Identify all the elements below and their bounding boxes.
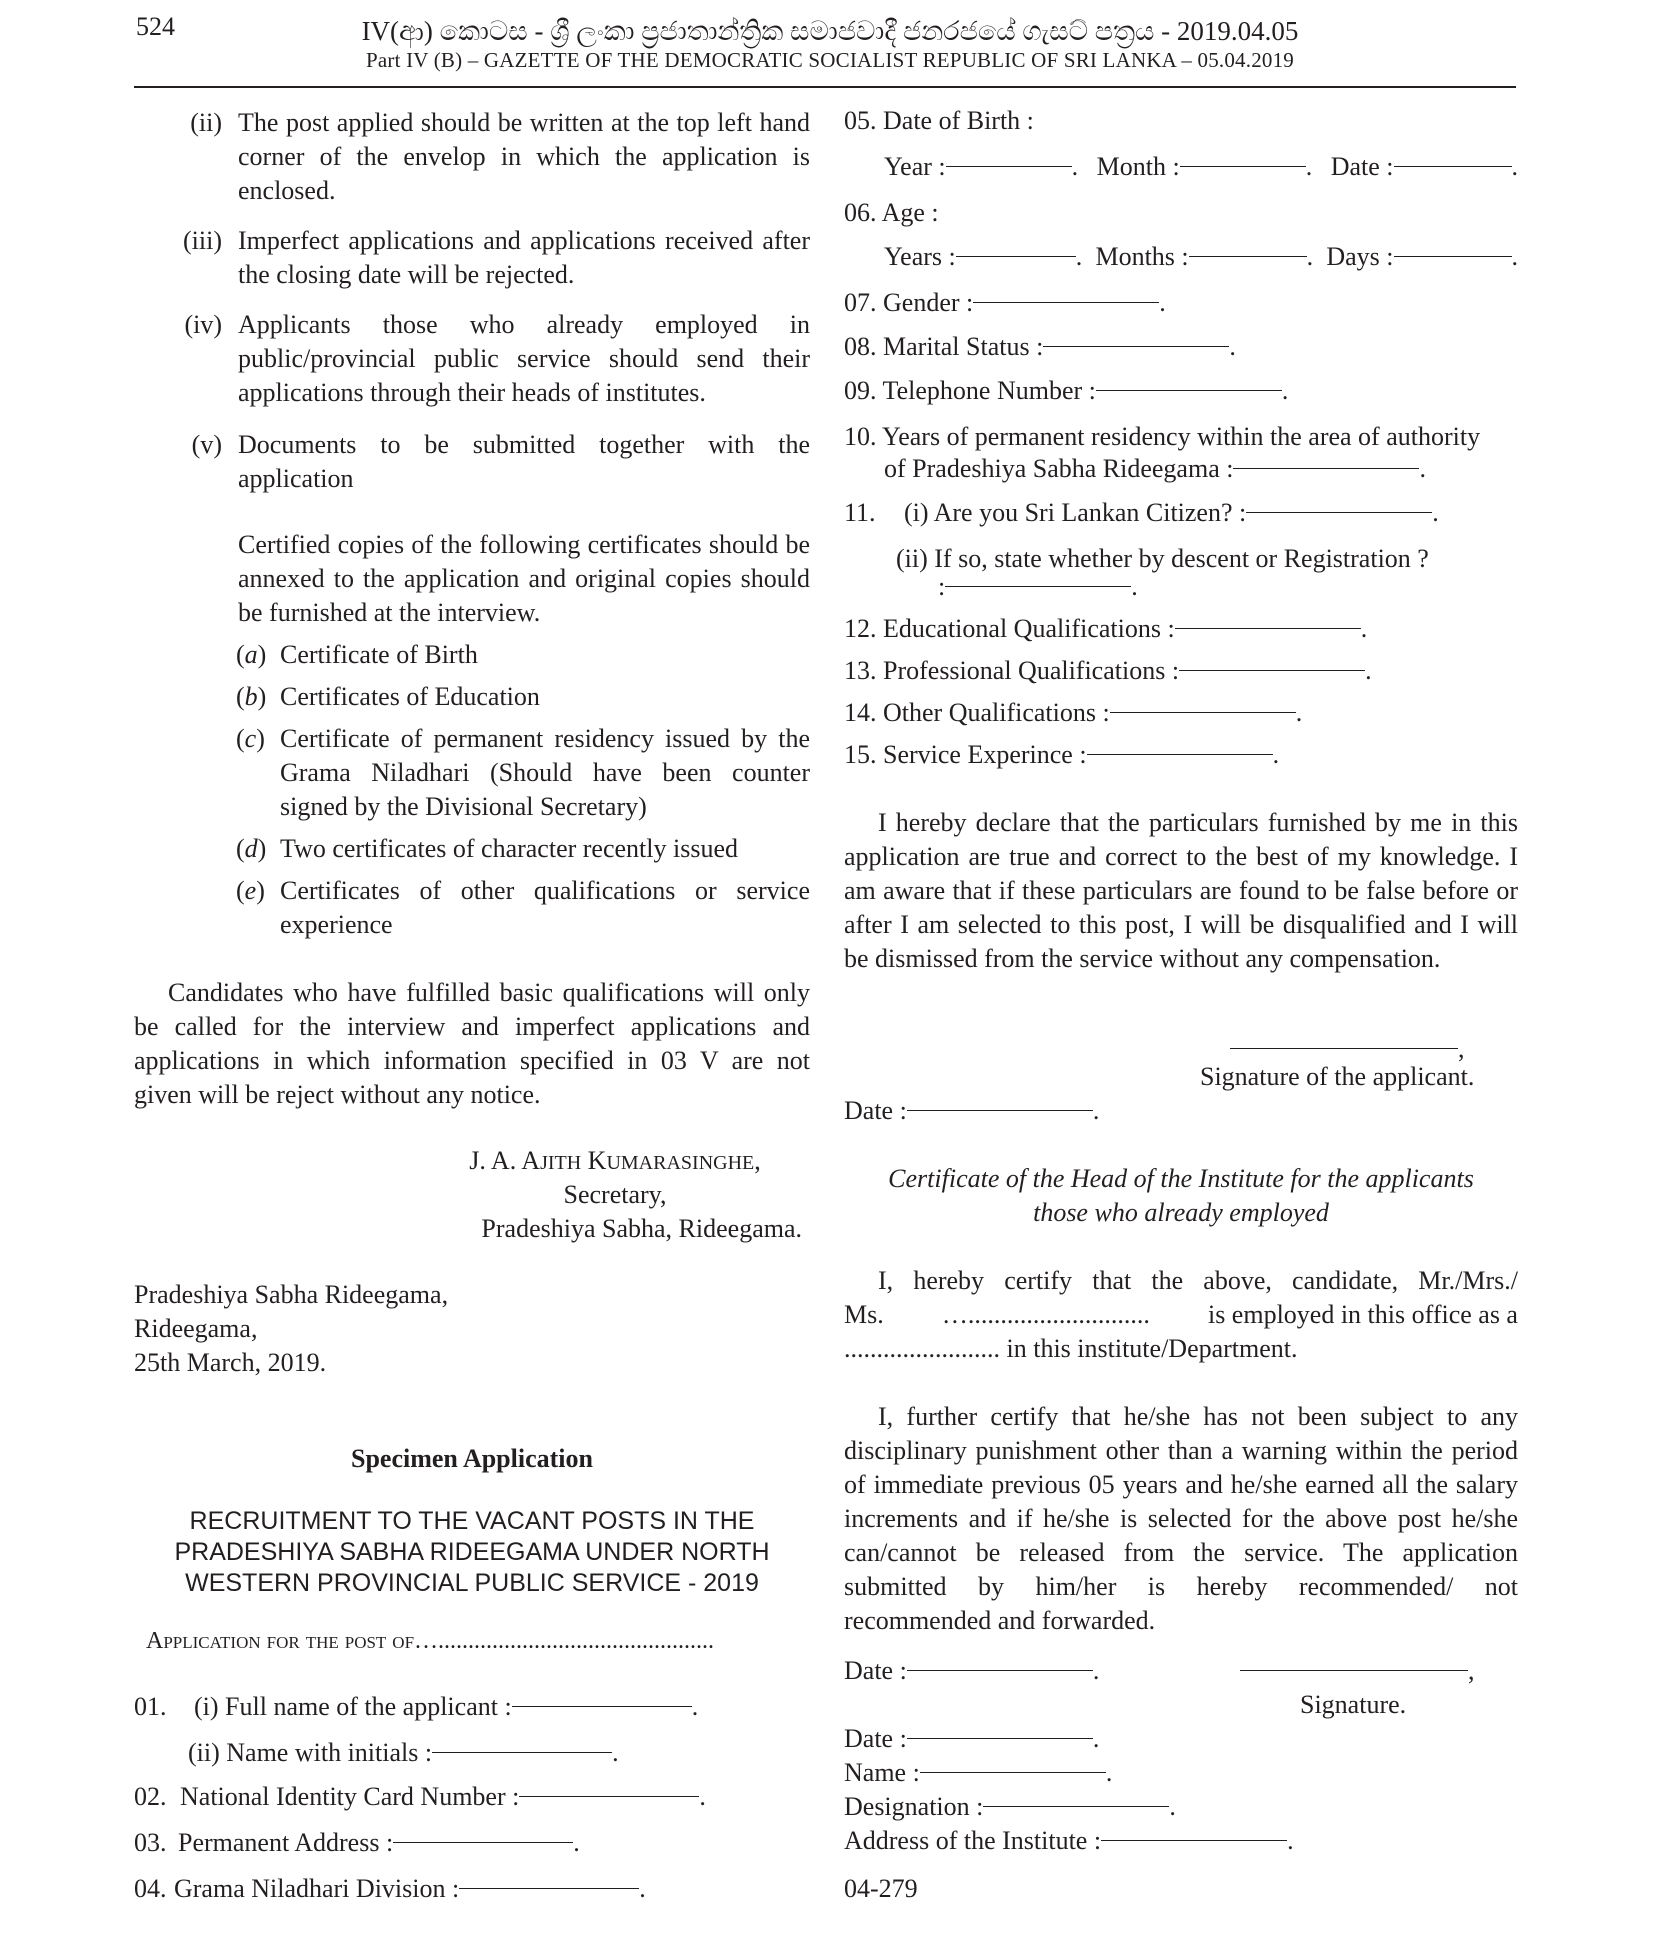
certify-line2: Ms. …............................ is employed in this office as a bbox=[844, 1300, 1518, 1329]
residency-line1: 10. Years of permanent residency within the area of authority bbox=[844, 422, 1481, 451]
signatory-title: Secretary, bbox=[563, 1180, 667, 1209]
signatory-name: J. A. AJITH KUMARASINGHE, bbox=[469, 1146, 761, 1175]
cert-text: Two certificates of character recently issued bbox=[280, 834, 738, 863]
item-number: (iii) bbox=[183, 226, 222, 255]
gazette-sinhala-title: IV(ආ) කොටස - ශ්‍රී ලංකා ප්‍රජාතාන්ත්‍රික සමාජවාදී ජනරජයේ ගැසට් පත්‍රය - 2019.04.05 bbox=[361, 16, 1299, 46]
cert-letter: (a) bbox=[236, 640, 267, 669]
further-certify-paragraph: I, further certify that he/she has not been subject to any disciplinary punishment other than a warning within the period of immediate previous 05 years and he/she earned all the salary increments and if he/she is selected for the above post he/she can/cannot be released from the service. The application submitted by him/her is hereby recommended/ not recommended and forwarded. bbox=[844, 1402, 1518, 1635]
head-signature-line[interactable]: , bbox=[1240, 1654, 1475, 1688]
gazette-english-title: Part IV (B) – GAZETTE OF THE DEMOCRATIC SOCIALIST REPUBLIC OF SRI LANKA – 05.04.2019 bbox=[366, 48, 1294, 72]
field-nic[interactable]: National Identity Card Number : . bbox=[180, 1782, 706, 1811]
application-for-post: Application for the post of….............................................. bbox=[146, 1628, 715, 1654]
field-citizen-type[interactable]: : . bbox=[938, 572, 1138, 601]
field-address[interactable]: Permanent Address : . bbox=[178, 1828, 580, 1857]
field-citizen[interactable]: (i) Are you Sri Lankan Citizen? : . bbox=[904, 498, 1439, 527]
cert-text: Certificate of permanent residency issued by the Grama Niladhari (Should have been counter signed by the Divisional Secretary) bbox=[280, 724, 810, 821]
item-number: (ii) bbox=[190, 108, 222, 137]
citizen-number: 11. bbox=[844, 498, 876, 527]
address-date: 25th March, 2019. bbox=[134, 1348, 327, 1377]
declaration-paragraph: I hereby declare that the particulars furnished by me in this application are true and correct to the best of my knowledge. I am aware that if these particulars are found to be false before or after I am selected to this post, I will be disqualified and I will be dismissed from the service without any compensation. bbox=[844, 808, 1518, 973]
field-service[interactable]: 15. Service Experince : . bbox=[844, 740, 1280, 769]
cert-text: Certificate of Birth bbox=[280, 640, 478, 669]
dob-label: 05. Date of Birth : bbox=[844, 106, 1034, 135]
field-name[interactable]: Name : . bbox=[844, 1758, 1113, 1787]
head-signature-label: Signature. bbox=[1300, 1690, 1407, 1719]
field-professional[interactable]: 13. Professional Qualifications : . bbox=[844, 656, 1372, 685]
candidates-paragraph: Candidates who have fulfilled basic qualifications will only be called for the interview and imperfect applications and applications in which information specified in 03 V are not given will be reject without any notice. bbox=[134, 978, 810, 1109]
field-number: 01. bbox=[134, 1692, 167, 1721]
field-applicant-date[interactable]: Date : . bbox=[844, 1096, 1100, 1125]
footer-code: 04-279 bbox=[844, 1874, 918, 1903]
field-full-name[interactable]: (i) Full name of the applicant : . bbox=[194, 1692, 699, 1721]
field-head-date[interactable]: Date : . bbox=[844, 1656, 1100, 1685]
certified-paragraph: Certified copies of the following certificates should be annexed to the application and original copies should be furnished at the interview. bbox=[238, 530, 810, 627]
address-line: Pradeshiya Sabha Rideegama, bbox=[134, 1280, 449, 1309]
age-label: 06. Age : bbox=[844, 198, 939, 227]
item-text: Imperfect applications and applications received after the closing date will be rejected. bbox=[238, 226, 810, 289]
field-institute-address[interactable]: Address of the Institute : . bbox=[844, 1826, 1294, 1855]
recruitment-heading: RECRUITMENT TO THE VACANT POSTS IN THE PRADESHIYA SABHA RIDEEGAMA UNDER NORTH WESTERN PROVINCIAL PUBLIC SERVICE - 2019 bbox=[174, 1507, 770, 1597]
field-education[interactable]: 12. Educational Qualifications : . bbox=[844, 614, 1368, 643]
citizen-question-2: (ii) If so, state whether by descent or Registration ? bbox=[896, 544, 1429, 573]
applicant-signature-label: Signature of the applicant. bbox=[1200, 1062, 1475, 1091]
cert-text: Certificates of Education bbox=[280, 682, 540, 711]
item-number: (v) bbox=[191, 430, 222, 459]
certify-line1: I, hereby certify that the above, candidate, Mr./Mrs./ bbox=[878, 1266, 1518, 1295]
field-number: 02. bbox=[134, 1782, 167, 1811]
field-gn-division[interactable]: Grama Niladhari Division : . bbox=[174, 1874, 646, 1903]
field-telephone[interactable]: 09. Telephone Number : . bbox=[844, 376, 1289, 405]
cert-letter: (c) bbox=[236, 724, 265, 753]
page-number: 524 bbox=[136, 12, 175, 41]
field-name-initials[interactable]: (ii) Name with initials : . bbox=[188, 1738, 619, 1767]
field-number: 04. bbox=[134, 1874, 167, 1903]
certify-line3: ........................ in this institute/Department. bbox=[844, 1334, 1298, 1363]
field-residency[interactable]: of Pradeshiya Sabha Rideegama : . bbox=[884, 454, 1426, 483]
item-number: (iv) bbox=[184, 310, 222, 339]
dob-fields[interactable]: Year : . Month : . Date : . bbox=[884, 152, 1518, 181]
signatory-org: Pradeshiya Sabha, Rideegama. bbox=[481, 1214, 802, 1243]
cert-letter: (b) bbox=[236, 682, 267, 711]
header-rule bbox=[134, 86, 1516, 88]
applicant-signature-line[interactable]: , bbox=[1230, 1032, 1465, 1066]
field-other[interactable]: 14. Other Qualifications : . bbox=[844, 698, 1303, 727]
item-text: The post applied should be written at the top left hand corner of the envelop in which the application is enclosed. bbox=[238, 108, 810, 205]
specimen-heading: Specimen Application bbox=[351, 1444, 593, 1473]
item-text: Documents to be submitted together with the application bbox=[238, 430, 810, 493]
field-gender[interactable]: 07. Gender : . bbox=[844, 288, 1166, 317]
age-fields[interactable]: Years : . Months : . Days : . bbox=[884, 242, 1518, 271]
field-number: 03. bbox=[134, 1828, 167, 1857]
field-date[interactable]: Date : . bbox=[844, 1724, 1100, 1753]
field-marital[interactable]: 08. Marital Status : . bbox=[844, 332, 1236, 361]
item-text: Applicants those who already employed in public/provincial public service should send their applications through their heads of institutes. bbox=[238, 310, 810, 407]
cert-letter: (e) bbox=[236, 876, 265, 905]
address-line: Rideegama, bbox=[134, 1314, 258, 1343]
cert-letter: (d) bbox=[236, 834, 267, 863]
cert-text: Certificates of other qualifications or service experience bbox=[280, 876, 810, 939]
cert-heading: Certificate of the Head of the Institute for the applicants those who already employed bbox=[888, 1164, 1474, 1227]
field-designation[interactable]: Designation : . bbox=[844, 1792, 1176, 1821]
